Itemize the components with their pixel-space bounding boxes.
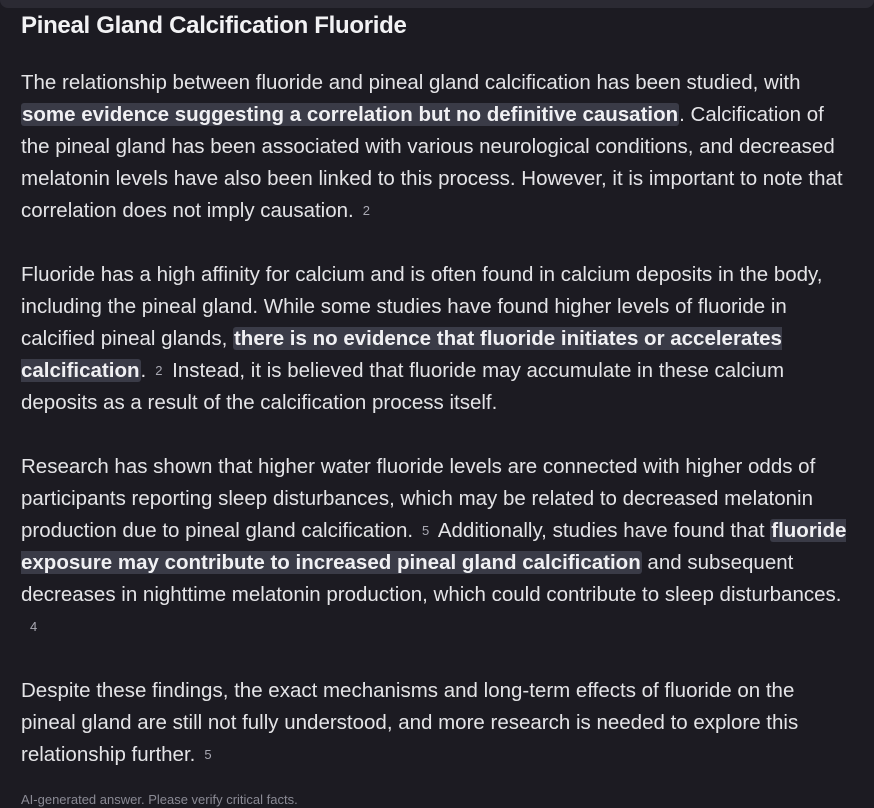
citation-link[interactable]: 4 (30, 619, 38, 634)
highlighted-claim: fluoride exposure may contribute to increased pineal gland calcification (21, 519, 847, 574)
answer-paragraph-1 (21, 67, 853, 227)
answer-paragraph-3 (21, 451, 853, 643)
paragraph-text: Research has shown that higher water fluoride levels are connected with higher odds of participants reporting sleep disturbances, which may be related to decreased melatonin production due to pineal gland calcification. (21, 455, 816, 542)
citation-link[interactable]: 2 (155, 363, 163, 378)
answer-paragraph-4 (21, 675, 853, 771)
paragraph-text: Instead, it is believed that fluoride may accumulate in these calcium deposits as a result of the calcification process itself. (21, 359, 785, 414)
paragraph-text: Despite these findings, the exact mechanisms and long-term effects of fluoride on the pineal gland are still not fully understood, and more research is needed to explore this relationship further. (21, 679, 799, 766)
ai-answer-panel (21, 10, 853, 771)
answer-paragraph-2 (21, 259, 853, 419)
citation-link[interactable]: 5 (204, 747, 212, 762)
paragraph-text: . Calcification of the pineal gland has been associated with various neurological conditions, and decreased melatonin levels have also been linked to this process. However, it is important to note that correlation does not imply causation. (21, 103, 843, 222)
citation-link[interactable]: 5 (422, 523, 430, 538)
paragraph-text: . (140, 359, 147, 382)
answer-title: Pineal Gland Calcification Fluoride (21, 12, 407, 39)
paragraph-text: and subsequent decreases in nighttime melatonin production, which could contribute to sleep disturbances. (21, 551, 842, 606)
ai-disclaimer: AI-generated answer. Please verify critical facts. (21, 792, 298, 807)
paragraph-text: Fluoride has a high affinity for calcium and is often found in calcium deposits in the body, including the pineal gland. While some studies have found higher levels of fluoride in calcified pineal glands, (21, 263, 823, 350)
paragraph-text: The relationship between fluoride and pineal gland calcification has been studied, with (21, 71, 801, 94)
highlighted-claim: there is no evidence that fluoride initiates or accelerates calcification (21, 327, 782, 382)
paragraph-text: Additionally, studies have found that (437, 519, 771, 542)
top-bar (0, 0, 874, 8)
highlighted-claim: some evidence suggesting a correlation but no definitive causation (22, 103, 679, 126)
citation-link[interactable]: 2 (362, 203, 370, 218)
